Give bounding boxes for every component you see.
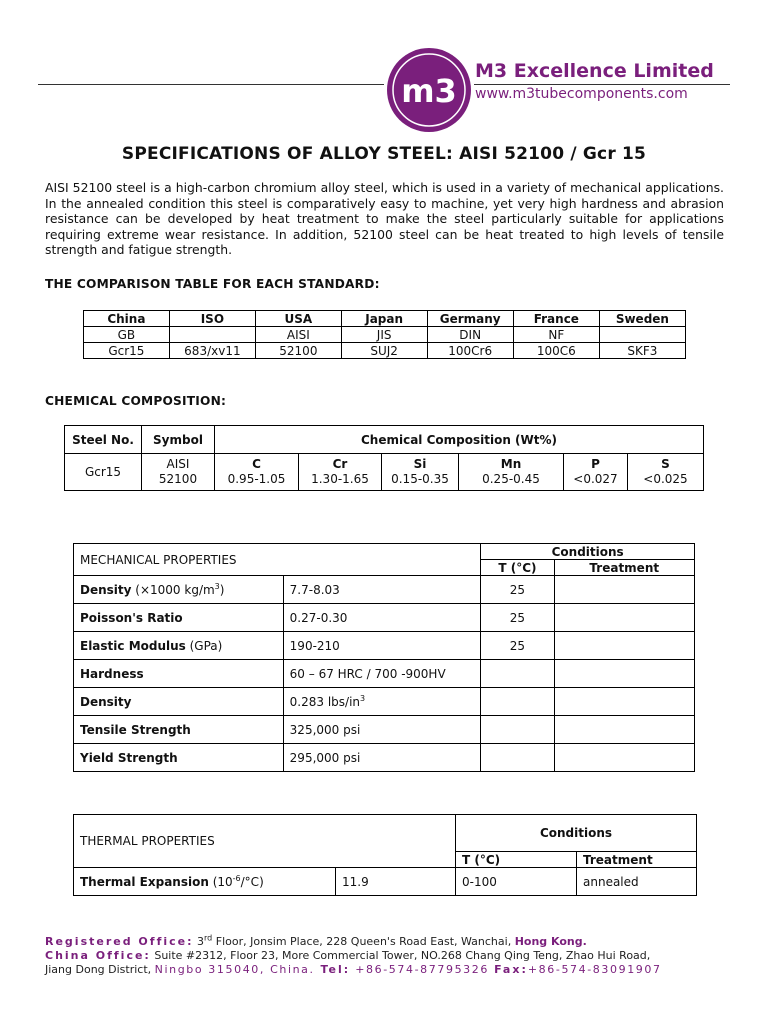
mech-property <box>74 660 284 688</box>
table-row <box>74 716 695 744</box>
comparison-col-header: ISO <box>169 311 255 327</box>
element-cell <box>459 454 564 491</box>
mech-treatment <box>554 576 694 604</box>
footer-tel: +86-574-87795326 <box>350 963 495 976</box>
mech-temp <box>481 744 554 772</box>
mechanical-treatment-header: Treatment <box>554 560 694 576</box>
element-cell <box>628 454 704 491</box>
mechanical-body <box>74 576 695 772</box>
comparison-col-header: Japan <box>341 311 427 327</box>
comparison-col-header: Sweden <box>599 311 685 327</box>
thermal-property-name <box>74 868 336 896</box>
mech-value <box>283 744 481 772</box>
thermal-temp-header: T (°C) <box>456 852 577 868</box>
table-cell <box>169 327 255 343</box>
element-cell <box>215 454 299 491</box>
element-symbol: P <box>591 457 600 471</box>
footer-fax-label: Fax: <box>494 963 528 976</box>
table-row <box>74 632 695 660</box>
thermal-treatment: annealed <box>577 868 697 896</box>
element-range: 0.15-0.35 <box>391 472 449 486</box>
footer-china <box>45 949 662 963</box>
table-cell: AISI <box>256 327 342 343</box>
table-row <box>74 660 695 688</box>
element-symbol: Cr <box>332 457 348 471</box>
comparison-col-header: USA <box>256 311 342 327</box>
mech-property <box>74 688 284 716</box>
mech-property <box>74 604 284 632</box>
thermal-header-row <box>74 815 697 852</box>
table-cell: GB <box>84 327 170 343</box>
mech-value-text: 7.7-8.03 <box>289 582 340 597</box>
mech-unit-post: ) <box>219 582 225 597</box>
intro-paragraph: AISI 52100 steel is a high-carbon chromium alloy steel, which is used in a variety of mechanical applications. In the annealed condition this steel is comparatively easy to machine, yet very high hardness and abrasion resistance can be developed by heat treatment to make the steel particularly suitable for applications requiring extreme wear resistance. In addition, 52100 steel can be heat treated to high levels of tensile strength and fatigue strength. <box>45 180 724 258</box>
table-row <box>74 688 695 716</box>
footer-tel-label: Tel: <box>314 963 351 976</box>
table-row <box>74 576 695 604</box>
chemical-symbol-cell <box>142 454 215 491</box>
mech-value-text: 60 – 67 HRC / 700 -900HV <box>289 666 446 681</box>
table-cell: SUJ2 <box>341 343 427 359</box>
thermal-name: Thermal Expansion <box>80 874 209 889</box>
element-symbol: Mn <box>500 457 522 471</box>
mech-property-name: Density <box>80 582 132 597</box>
element-range: 0.25-0.45 <box>482 472 540 486</box>
footer-reg-text: Floor, Jonsim Place, 228 Queen's Road East, Wanchai, <box>212 935 515 948</box>
table-row <box>84 343 686 359</box>
mech-value <box>283 604 481 632</box>
footer-reg-pre: 3 <box>193 935 205 948</box>
mech-treatment <box>554 744 694 772</box>
element-range: <0.027 <box>573 472 618 486</box>
mech-value <box>283 688 481 716</box>
header-rule-left <box>38 84 384 85</box>
table-cell: Gcr15 <box>84 343 170 359</box>
chemical-heading: CHEMICAL COMPOSITION: <box>45 394 227 408</box>
chemical-steel-cell: Gcr15 <box>65 454 142 491</box>
mechanical-heading: MECHANICAL PROPERTIES <box>74 544 481 576</box>
chemical-col-composition: Chemical Composition (Wt%) <box>215 426 704 454</box>
element-symbol: S <box>661 457 670 471</box>
element-cell <box>382 454 459 491</box>
mechanical-temp-header: T (°C) <box>481 560 554 576</box>
table-cell: 100Cr6 <box>427 343 513 359</box>
footer <box>45 935 662 977</box>
mech-temp: 25 <box>481 576 554 604</box>
mech-property <box>74 744 284 772</box>
thermal-unit-sup: -6 <box>232 873 241 883</box>
symbol-line-2: 52100 <box>158 472 198 486</box>
thermal-table <box>73 814 697 896</box>
mech-value-text: 295,000 psi <box>289 750 361 765</box>
element-symbol: C <box>252 457 261 471</box>
element-range: 0.95-1.05 <box>227 472 286 486</box>
mech-value-text: 0.27-0.30 <box>289 610 348 625</box>
mech-value-text: 325,000 psi <box>289 722 361 737</box>
mech-value-text: 0.283 lbs/in <box>289 694 361 709</box>
mech-temp <box>481 660 554 688</box>
table-row <box>74 604 695 632</box>
table-cell: NF <box>513 327 599 343</box>
mech-property-name: Hardness <box>80 666 144 681</box>
chemical-table <box>64 425 704 491</box>
mech-value-text: 190-210 <box>289 638 340 653</box>
footer-china-text: Suite #2312, Floor 23, More Commercial Tower, NO.268 Chang Qing Teng, Zhao Hui Road, <box>150 949 651 962</box>
mech-property <box>74 576 284 604</box>
table-row <box>65 454 704 491</box>
thermal-conditions: Conditions <box>456 815 697 852</box>
thermal-unit-post: /°C) <box>240 874 264 889</box>
mech-unit-sup: 3 <box>214 581 220 591</box>
comparison-header-row <box>84 311 686 327</box>
mech-temp <box>481 716 554 744</box>
element-range: <0.025 <box>643 472 688 486</box>
page-title: SPECIFICATIONS OF ALLOY STEEL: AISI 52100 / Gcr 15 <box>121 144 647 164</box>
mech-property <box>74 632 284 660</box>
element-range: 1.30-1.65 <box>311 472 369 486</box>
table-cell: JIS <box>341 327 427 343</box>
mech-temp <box>481 688 554 716</box>
mech-property-name: Elastic Modulus <box>80 638 186 653</box>
mech-value <box>283 660 481 688</box>
mech-treatment <box>554 688 694 716</box>
footer-line3-text: Jiang Dong District, <box>45 963 155 976</box>
thermal-heading: THERMAL PROPERTIES <box>74 815 456 868</box>
company-website[interactable]: www.m3tubecomponents.com <box>475 86 688 102</box>
table-cell: 683/xv11 <box>169 343 255 359</box>
comparison-col-header: Germany <box>427 311 513 327</box>
footer-fax: +86-574-83091907 <box>527 963 662 976</box>
comparison-table <box>83 310 686 359</box>
chemical-header-row <box>65 426 704 454</box>
footer-city: Ningbo 315040, China. <box>154 963 315 976</box>
mech-unit-pre: (GPa) <box>185 638 223 653</box>
company-name: M3 Excellence Limited <box>475 60 714 82</box>
table-row <box>84 327 686 343</box>
mech-treatment <box>554 632 694 660</box>
element-cell <box>564 454 628 491</box>
footer-contact <box>45 963 662 977</box>
company-logo <box>386 47 472 133</box>
chemical-col-symbol: Symbol <box>142 426 215 454</box>
mech-property-name: Yield Strength <box>80 750 178 765</box>
comparison-heading: THE COMPARISON TABLE FOR EACH STANDARD: <box>45 277 380 291</box>
mech-treatment <box>554 660 694 688</box>
mechanical-conditions: Conditions <box>481 544 695 560</box>
footer-reg-sup: rd <box>204 933 213 943</box>
mechanical-table <box>73 543 695 772</box>
footer-china-label: China Office: <box>45 949 151 962</box>
mech-value-sup: 3 <box>360 693 366 703</box>
footer-registered <box>45 935 662 949</box>
footer-reg-bold: Hong Kong. <box>514 935 587 948</box>
element-cell <box>299 454 382 491</box>
thermal-temp: 0-100 <box>456 868 577 896</box>
table-cell: 52100 <box>256 343 342 359</box>
mech-value <box>283 716 481 744</box>
symbol-line-1: AISI <box>166 457 190 471</box>
mech-unit-pre: (×1000 kg/m <box>131 582 215 597</box>
table-cell: 100C6 <box>513 343 599 359</box>
mech-property-name: Density <box>80 694 132 709</box>
mech-treatment <box>554 604 694 632</box>
thermal-value: 11.9 <box>336 868 456 896</box>
mech-temp: 25 <box>481 632 554 660</box>
footer-reg-label: Registered Office: <box>45 935 194 948</box>
table-cell <box>599 327 685 343</box>
table-row <box>74 744 695 772</box>
comparison-col-header: France <box>513 311 599 327</box>
thermal-unit-pre: (10 <box>208 874 233 889</box>
table-row <box>74 868 697 896</box>
header-rule-right <box>474 84 730 85</box>
mech-property-name: Tensile Strength <box>80 722 191 737</box>
mech-treatment <box>554 716 694 744</box>
thermal-treatment-header: Treatment <box>577 852 697 868</box>
mech-property-name: Poisson's Ratio <box>80 610 183 625</box>
svg-text:m3: m3 <box>401 72 457 110</box>
mech-value <box>283 632 481 660</box>
mech-property <box>74 716 284 744</box>
mech-value <box>283 576 481 604</box>
table-cell: SKF3 <box>599 343 685 359</box>
chemical-col-steel: Steel No. <box>65 426 142 454</box>
element-symbol: Si <box>413 457 427 471</box>
comparison-col-header: China <box>84 311 170 327</box>
mech-temp: 25 <box>481 604 554 632</box>
table-cell: DIN <box>427 327 513 343</box>
mechanical-header-row <box>74 544 695 560</box>
